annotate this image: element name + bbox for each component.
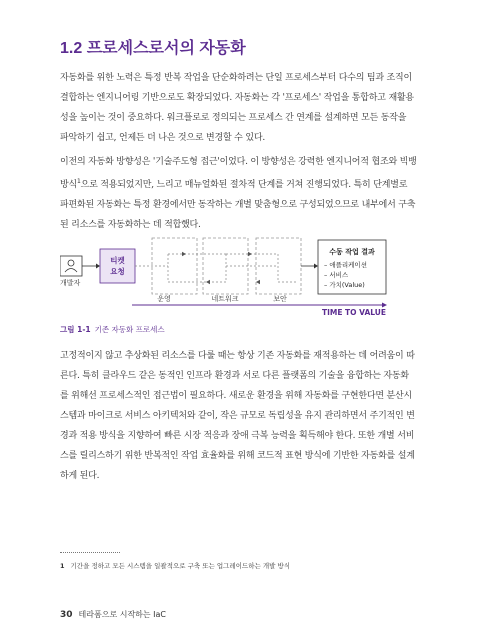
paragraph-line: 스를 릴리스하기 위한 반복적인 작업 효율화를 위해 코드적 표현 방식에 기반한 자동화를 설계 (60, 451, 415, 461)
figure-caption (60, 324, 165, 335)
arrow-head (96, 264, 100, 269)
paragraph-line: 하게 된다. (60, 471, 100, 481)
paragraph-3 (60, 346, 444, 486)
result-title: 수동 작업 결과 (329, 248, 375, 256)
figure-number: 그림 1-1 (60, 325, 91, 334)
result-item: – 서비스 (324, 271, 349, 279)
flow-arrow (206, 280, 210, 284)
paragraph-line: 파악하기 쉽고, 언제든 더 나은 것으로 변경할 수 있다. (60, 133, 265, 143)
paragraph-line: 고정적이지 않고 추상화된 리소스를 다룰 때는 항상 기존 자동화를 재적용하는 데 어려움이 따 (60, 351, 415, 361)
book-title: 테라폼으로 시작하는 IaC (78, 610, 167, 619)
inline-text: 으로 적용되었지만, 느리고 매뉴얼화된 절차적 단계를 거쳐 진행되었다. 특히 단계별로 (80, 180, 408, 190)
paragraph-1 (60, 68, 444, 148)
inline-word: 방식 (60, 180, 77, 190)
ticket-label: 티켓 (110, 256, 125, 265)
footnote-text: 기간을 정하고 모든 시스템을 일괄적으로 구축 또는 업그레이드하는 개발 방식 (70, 562, 291, 570)
paragraph-line: 성을 높이는 것이 중요하다. 워크플로로 정의되는 프로세스 간 연계를 설계하면 모든 동작을 (60, 113, 407, 123)
automation-process-diagram (60, 234, 440, 318)
figure-caption-text: 기존 자동화 프로세스 (94, 325, 165, 334)
result-item: – 애플리케이션 (324, 261, 367, 269)
paragraph-line: 경과 적용 방식을 지향하여 빠른 시장 적응과 장애 극복 능력을 획득해야 한다. 또한 개별 서비 (60, 431, 415, 441)
flow-arrow (248, 252, 252, 256)
result-item: – 가치(Value) (324, 281, 365, 289)
stage-box-network (203, 238, 248, 294)
stage-label-security: 보안 (273, 295, 287, 303)
footnote-marker[interactable]: 1 (77, 178, 81, 185)
arrow-head (314, 264, 318, 269)
request-label: 요청 (110, 267, 125, 276)
time-axis-arrow (382, 303, 387, 308)
flow-dashed-lines (135, 254, 298, 282)
footnote-number: 1 (60, 562, 65, 570)
page-footer (60, 609, 166, 620)
paragraph-line: 른다. 특히 클라우드 같은 동적인 인프라 환경과 서로 다른 플랫폼의 기술을 융합하는 자동화 (60, 371, 409, 381)
stage-label-ops: 운영 (157, 295, 171, 303)
section-title-text: 프로세스로서의 자동화 (86, 40, 246, 57)
person-icon-body (65, 269, 77, 273)
paragraph-line: 를 위해선 프로세스적인 접근법이 필요하다. 새로운 환경을 위해 자동화를 구현한다면 분산시 (60, 391, 413, 401)
time-to-value-label: TIME TO VALUE (321, 308, 386, 317)
paragraph-line: 파편화된 자동화는 특정 환경에서만 동작하는 개별 맞춤형으로 구성되었으므로 내부에서 구축 (60, 200, 416, 210)
section-title (60, 35, 246, 58)
flow-arrow (182, 252, 186, 256)
flow-arrow (256, 280, 260, 284)
paragraph-line: 이전의 자동화 방향성은 '기술주도형 접근'이었다. 이 방향성은 강력한 엔지니어적 협조와 빅뱅 (60, 157, 417, 167)
paragraph-line: 된 리소스를 자동화하는 데 적합했다. (60, 220, 201, 230)
paragraph-2 (60, 152, 444, 235)
section-number: 1.2 (60, 40, 83, 57)
paragraph-line: 자동화를 위한 노력은 특정 반복 작업을 단순화하려는 단일 프로세스부터 다수의 팀과 조직이 (60, 73, 413, 83)
ticket-request-box (100, 249, 135, 283)
stage-box-ops (152, 238, 197, 294)
paragraph-line: 스템과 마이크로 서비스 아키텍처와 같이, 작은 규모로 독립성을 유지 관리하면서 주기적인 변 (60, 411, 415, 421)
footnote-divider (60, 552, 120, 553)
page-number: 30 (60, 610, 73, 620)
footnote (60, 561, 290, 570)
person-icon (68, 260, 74, 266)
developer-label: 개발자 (60, 279, 81, 287)
paragraph-line (60, 172, 444, 195)
paragraph-line: 결합하는 엔지니어링 기반으로도 확장되었다. 자동화는 각 '프로세스' 작업을 통합하고 재활용 (60, 93, 414, 103)
stage-label-network: 네트워크 (211, 295, 239, 303)
